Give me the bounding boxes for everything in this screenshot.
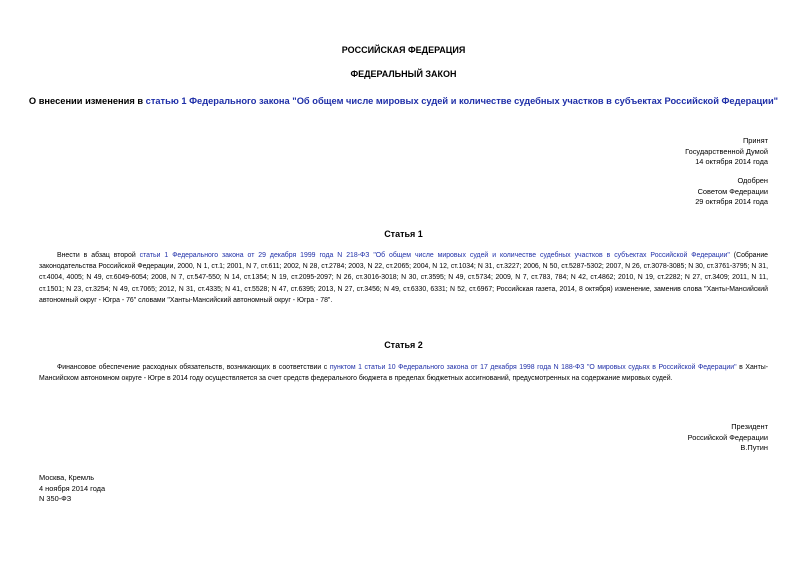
signature-country: Российской Федерации (687, 432, 768, 442)
article-1-text-end: (Собрание законодательства Российской Федерации, 2000, N 1, ст.1; 2001, N 7, ст.611; 2002, N 28, ст.2784; 2003, N 22, ст.2065; 2004, N 12, ст.1034; N 31, ст.3227; 2006, N 50, ст.5287-5302; 2007, N 26, ст.3078-3085; N 30, ст.3761-3795; N 31, ст.4004, 4005; N 49, ст.6049-6054; 2008, N 7, ст.547-550; N 14, ст.1354; N 19, ст.2095-2097; N 26, ст.3016-3018; N 30, ст.3595; N 49, ст.5734; 2009, N 7, ст.783, 784; N 42, ст.4862; 2010, N 19, ст.2282; N 27, ст.3409; 2011, N 11, ст.1501; N 23, ст.3254; N 49, ст.7065; 2012, N 31, ст.4335; N 41, ст.5528; N 47, ст.6395; 2013, N 27, ст.3456; N 49, ст.6330, 6331; N 52, ст.6967; Российская газета, 2014, 8 октября) изменение, заменив слова "Ханты-Мансийский автономный округ - Югра - 76" словами "Ханты-Мансийский автономный округ - Югра - 78". (39, 252, 768, 304)
law-number: N 350-ФЗ (39, 494, 72, 504)
article-1-link[interactable]: статьи 1 Федерального закона от 29 декабря 1999 года N 218-ФЗ "Об общем числе мировых судей и количестве судебных участков в субъектах Российской Федерации" (139, 252, 730, 259)
adopted-body: Государственной Думой (685, 146, 768, 156)
document-type-heading: ФЕДЕРАЛЬНЫЙ ЗАКОН (350, 69, 457, 79)
article-2-link[interactable]: пунктом 1 статьи 10 Федерального закона от 17 декабря 1998 года N 188-ФЗ "О мировых судьях в Российской Федерации" (329, 364, 737, 371)
approved-label: Одобрен (737, 176, 768, 185)
adopted-label: Принят (742, 136, 768, 145)
place-city: Москва, Кремль (39, 473, 95, 482)
article-2-heading: Статья 2 (384, 340, 423, 350)
country-heading: РОССИЙСКАЯ ФЕДЕРАЦИЯ (341, 45, 466, 55)
place-date: 4 ноября 2014 года (39, 483, 106, 493)
article-1-heading: Статья 1 (384, 229, 423, 239)
document-title (0, 96, 807, 106)
article-2-text-end: в Ханты-Мансийском автономном округе - Югре в 2014 году осуществляется за счет средств федерального бюджета в пределах бюджетных ассигнований, предусмотренных на содержание мировых судей. (39, 364, 768, 383)
article-1-text-start: Внести в абзац второй (57, 252, 140, 259)
signature-position: Президент (731, 422, 768, 431)
approved-date: 29 октября 2014 года (695, 197, 768, 207)
approved-body: Советом Федерации (697, 186, 768, 196)
article-1-text (39, 250, 768, 306)
adopted-date: 14 октября 2014 года (695, 157, 768, 167)
article-2-text-start: Финансовое обеспечение расходных обязательств, возникающих в соответствии с (57, 364, 330, 371)
title-prefix: О внесении изменения в (28, 96, 146, 106)
signature-block (688, 422, 768, 454)
article-2-text (39, 362, 768, 384)
adopted-block (685, 136, 768, 168)
title-link[interactable]: статью 1 Федерального закона "Об общем числе мировых судей и количестве судебных участков в субъектах Российской Федерации" (145, 96, 779, 106)
place-block (39, 473, 105, 505)
approved-block (695, 176, 768, 208)
signature-name: В.Путин (740, 443, 768, 453)
